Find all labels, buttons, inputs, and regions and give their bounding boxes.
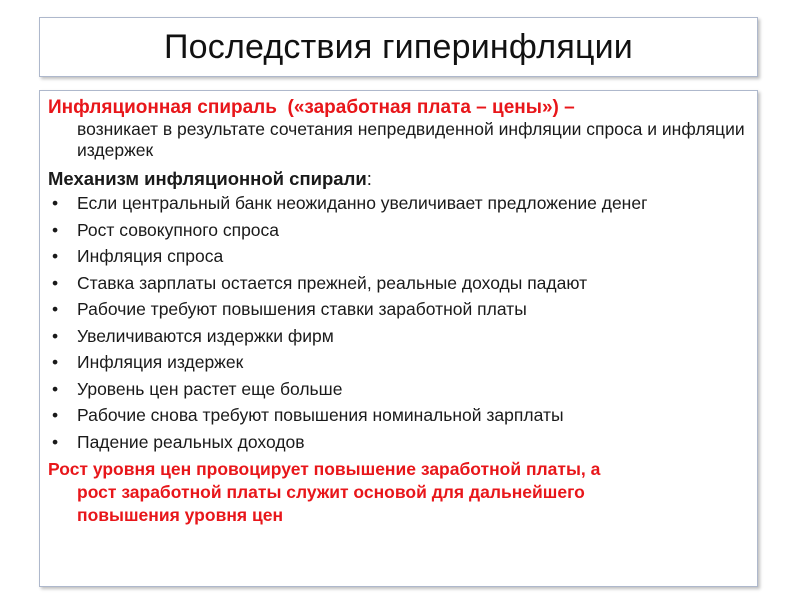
list-item-text: Рост совокупного спроса [77,219,280,240]
conclusion-line-3: повышения уровня цен [77,505,284,525]
list-item [48,193,749,214]
list-item-text: Рабочие снова требуют повышения номинальной зарплаты [77,405,564,425]
mechanism-list [48,193,749,453]
list-item-text: Падение реальных доходов [77,431,305,452]
bullet-icon: • [52,193,59,213]
list-item-text: Ставка зарплаты остается прежней, реальные доходы падают [77,272,588,293]
list-item [48,326,749,347]
list-item [48,299,749,320]
bullet-icon: • [52,431,59,452]
list-item [48,432,749,453]
conclusion-line-1: Рост уровня цен провоцирует повышение заработной платы, а [48,459,601,479]
list-item-text: Инфляция спроса [77,246,224,266]
intro-line [48,97,749,119]
bullet-icon: • [52,325,59,346]
list-item-text: Уровень цен растет еще больше [77,378,343,399]
list-item [48,352,749,373]
intro-term: Инфляционная спираль [48,97,277,118]
conclusion-line-2: рост заработной платы служит основой для дальнейшего [77,482,585,502]
bullet-icon: • [52,405,59,425]
list-item [48,246,749,267]
page-title: Последствия гиперинфляции [164,27,633,66]
list-item [48,379,749,400]
list-item [48,273,749,294]
mechanism-colon: : [366,168,372,189]
mechanism-heading-line [48,167,749,191]
bullet-icon: • [52,352,59,372]
bullet-icon: • [52,219,59,240]
mechanism-heading: Механизм инфляционной спирали [48,168,367,189]
intro-description: возникает в результате сочетания непредвиденной инфляции спроса и инфляции издержек [77,119,745,160]
title-box [39,17,758,77]
bullet-icon: • [52,378,59,399]
conclusion [48,458,749,527]
list-item-text: Рабочие требуют повышения ставки заработной платы [77,299,527,319]
list-item [48,220,749,241]
list-item [48,405,749,426]
bullet-icon: • [52,246,59,266]
bullet-icon: • [52,299,59,319]
content-box [39,90,758,587]
bullet-icon: • [52,272,59,293]
list-item-text: Инфляция издержек [77,352,244,372]
intro-term-qualifier: («заработная плата – цены») – [287,97,575,118]
list-item-text: Увеличиваются издержки фирм [77,325,334,346]
list-item-text: Если центральный банк неожиданно увеличивает предложение денег [77,193,648,213]
